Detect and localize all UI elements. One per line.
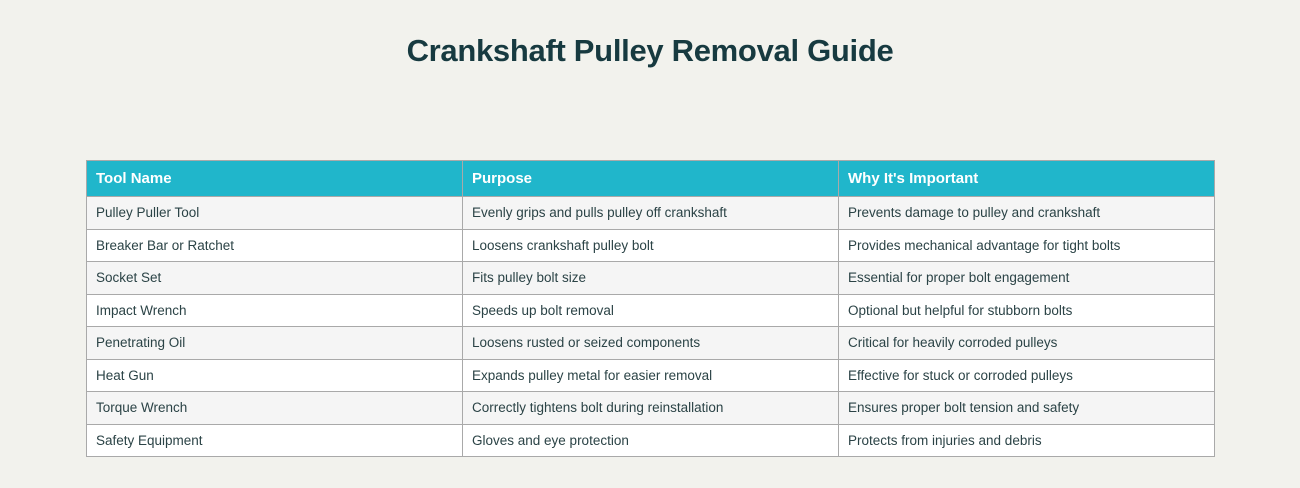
cell-why-important: Provides mechanical advantage for tight bolts <box>839 229 1215 262</box>
page-title: Crankshaft Pulley Removal Guide <box>406 33 894 68</box>
cell-tool-name: Torque Wrench <box>87 392 463 425</box>
cell-purpose: Correctly tightens bolt during reinstallation <box>463 392 839 425</box>
cell-why-important: Optional but helpful for stubborn bolts <box>839 294 1215 327</box>
table-header-row <box>87 161 1215 197</box>
table-row <box>87 294 1215 327</box>
column-header-purpose: Purpose <box>463 161 839 197</box>
table-row <box>87 197 1215 230</box>
table-row <box>87 327 1215 360</box>
cell-tool-name: Socket Set <box>87 262 463 295</box>
cell-tool-name: Heat Gun <box>87 359 463 392</box>
cell-why-important: Protects from injuries and debris <box>839 424 1215 457</box>
table-row <box>87 392 1215 425</box>
cell-tool-name: Breaker Bar or Ratchet <box>87 229 463 262</box>
cell-purpose: Loosens crankshaft pulley bolt <box>463 229 839 262</box>
tools-table <box>86 160 1215 457</box>
cell-why-important: Ensures proper bolt tension and safety <box>839 392 1215 425</box>
cell-why-important: Prevents damage to pulley and crankshaft <box>839 197 1215 230</box>
cell-why-important: Effective for stuck or corroded pulleys <box>839 359 1215 392</box>
cell-purpose: Loosens rusted or seized components <box>463 327 839 360</box>
cell-purpose: Speeds up bolt removal <box>463 294 839 327</box>
table-row <box>87 359 1215 392</box>
table-row <box>87 229 1215 262</box>
cell-purpose: Gloves and eye protection <box>463 424 839 457</box>
cell-tool-name: Pulley Puller Tool <box>87 197 463 230</box>
cell-tool-name: Impact Wrench <box>87 294 463 327</box>
table-row <box>87 424 1215 457</box>
column-header-why-important: Why It's Important <box>839 161 1215 197</box>
cell-tool-name: Penetrating Oil <box>87 327 463 360</box>
column-header-tool-name: Tool Name <box>87 161 463 197</box>
cell-why-important: Essential for proper bolt engagement <box>839 262 1215 295</box>
cell-purpose: Fits pulley bolt size <box>463 262 839 295</box>
cell-why-important: Critical for heavily corroded pulleys <box>839 327 1215 360</box>
cell-purpose: Expands pulley metal for easier removal <box>463 359 839 392</box>
table-row <box>87 262 1215 295</box>
cell-tool-name: Safety Equipment <box>87 424 463 457</box>
cell-purpose: Evenly grips and pulls pulley off crankshaft <box>463 197 839 230</box>
